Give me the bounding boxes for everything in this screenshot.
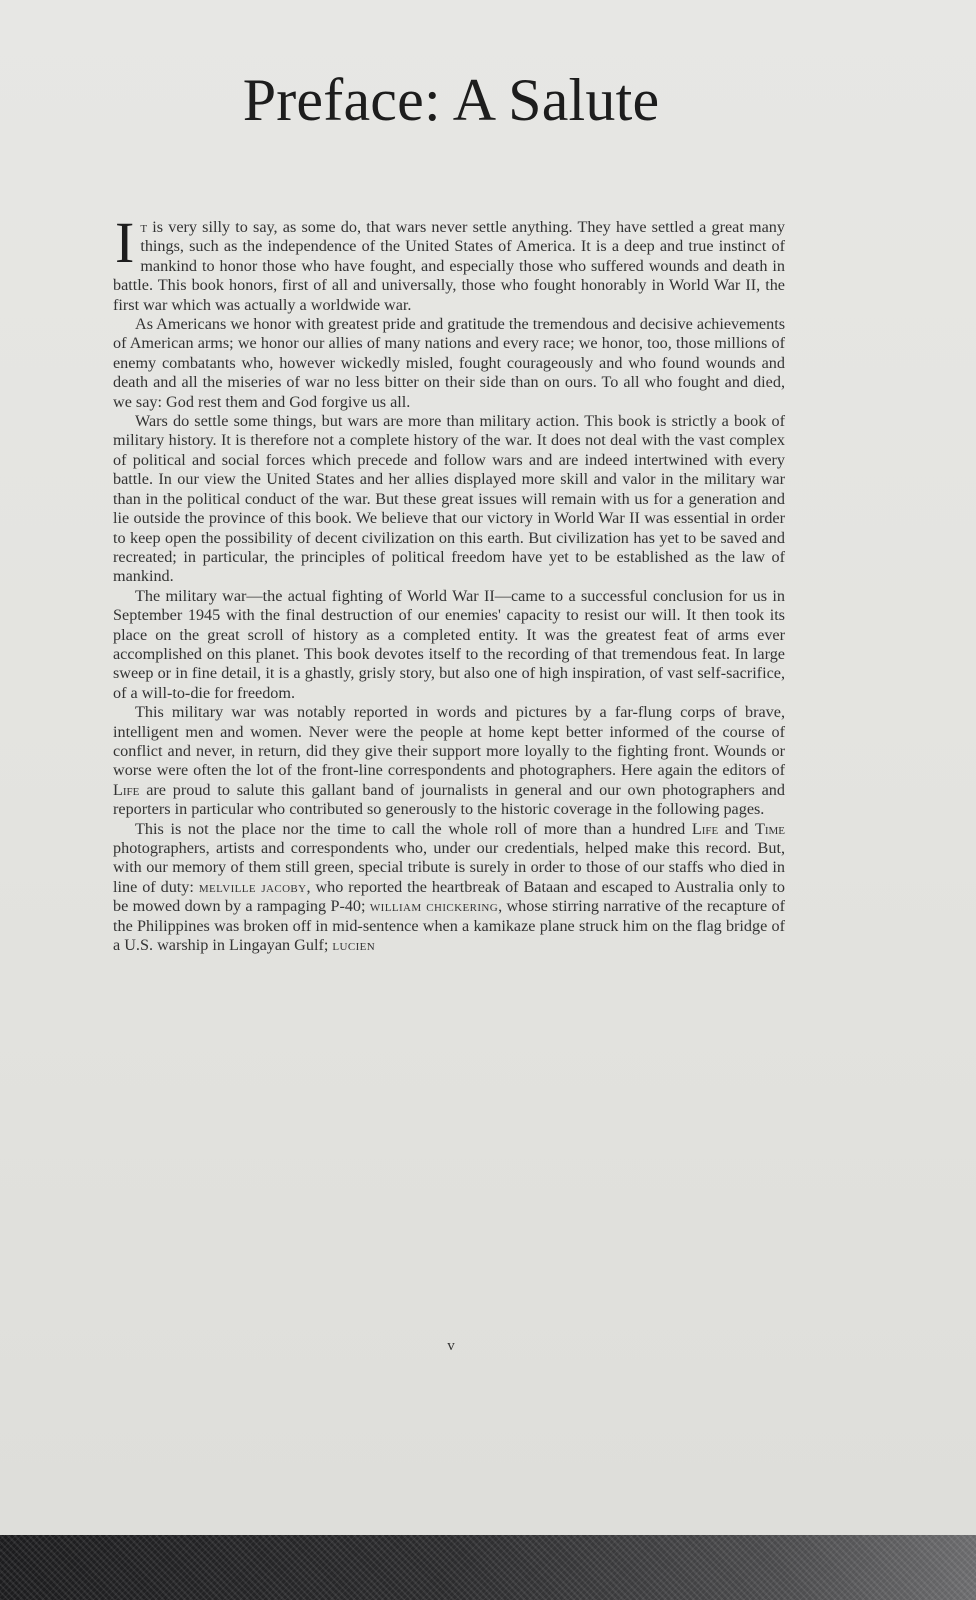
paragraph-6-text-a: This is not the place nor the time to call the whole roll of more than a hundred (135, 819, 692, 838)
correspondent-name: lucien (332, 936, 376, 955)
life-magazine-name: Life (113, 780, 140, 799)
paragraph-6 (113, 820, 785, 956)
paragraph-1-text: is very silly to say, as some do, that wars never settle anything. They have settled a great many things, such as the independence of the United States of America. It is a deep and true instinct of mankind to honor those who have fought, and especially those who suffered wounds and death in battle. This book honors, first of all and universally, those who fought honorably in World War II, the first war which was actually a worldwide war. (113, 218, 785, 314)
drop-cap: I (115, 210, 135, 275)
time-magazine-name: Time (754, 819, 786, 838)
small-caps-lead: t (140, 218, 148, 236)
paragraph-5 (113, 703, 785, 819)
paragraph-6-text-c: , who reported the heartbreak of Bataan and escaped to Australia only to be mowed down by a rampaging P-40; (113, 877, 785, 916)
book-binding-edge (0, 1535, 976, 1600)
page-number: v (447, 1338, 455, 1354)
paragraph-5-text-b: are proud to salute this gallant band of journalists in general and our own photographers and reporters in particular who contributed so generously to the historic coverage in the following pages. (113, 780, 785, 819)
paragraph-6-text-d: , whose stirring narrative of the recapture of the Philippines was broken off in mid-sentence when a kamikaze plane struck him on the flag bridge of a U.S. warship in Lingayan Gulf; (113, 897, 786, 955)
paragraph-6-text-b: photographers, artists and correspondents who, under our credentials, helped make this record. But, with our memory of them still green, special tribute is surely in order to those of our staffs who died in line of duty: (113, 839, 785, 896)
paragraph-5-text-a: This military war was notably reported in words and pictures by a far-flung corps of brave, intelligent men and women. Never were the people at home kept better informed of the course of conflict and never, in return, did they give their support more loyally to the fighting front. Wounds or worse were often the lot of the front-line correspondents and photographers. Here again the editors of (113, 703, 785, 780)
correspondent-name: melville jacoby (198, 877, 307, 896)
correspondent-name: william chickering (369, 897, 499, 916)
paragraph-6-and: and (718, 819, 755, 838)
preface-body (113, 210, 786, 955)
paragraph-2: As Americans we honor with greatest pride and gratitude the tremendous and decisive achievements of American arms; we honor our allies of many nations and every race; we honor, too, those millions of enemy combatants who, however wickedly misled, fought courageously and who found wounds and death and all the miseries of war no less bitter on their side than on ours. To all who fought and died, we say: God rest them and God forgive us all. (113, 315, 785, 411)
paragraph-3: Wars do settle some things, but wars are more than military action. This book is strictly a book of military history. It is therefore not a complete history of the war. It does not deal with the vast complex of political and social forces which precede and follow wars and are indeed intertwined with every battle. In our view the United States and her allies displayed more skill and valor in the military war than in the political conduct of the war. But these great issues will remain with us for a generation and lie outside the province of this book. We believe that our victory in World War II was essential in order to keep open the possibility of decent civilization on this earth. But civilization has yet to be saved and recreated; in particular, the principles of political freedom have yet to be established as the law of mankind. (113, 412, 785, 586)
page-title: Preface: A Salute (242, 67, 660, 133)
paragraph-1 (113, 210, 785, 315)
paragraph-4: The military war—the actual fighting of World War II—came to a successful conclusion for us in September 1945 with the final destruction of our enemies' capacity to resist our will. It then took its place on the great scroll of history as a completed entity. It was the greatest feat of arms ever accomplished on this planet. This book devotes itself to the recording of that tremendous feat. In large sweep or in fine detail, it is a ghastly, grisly story, but also one of high inspiration, of vast self-sacrifice, of a will-to-die for freedom. (113, 586, 785, 702)
life-magazine-name: Life (691, 819, 719, 838)
